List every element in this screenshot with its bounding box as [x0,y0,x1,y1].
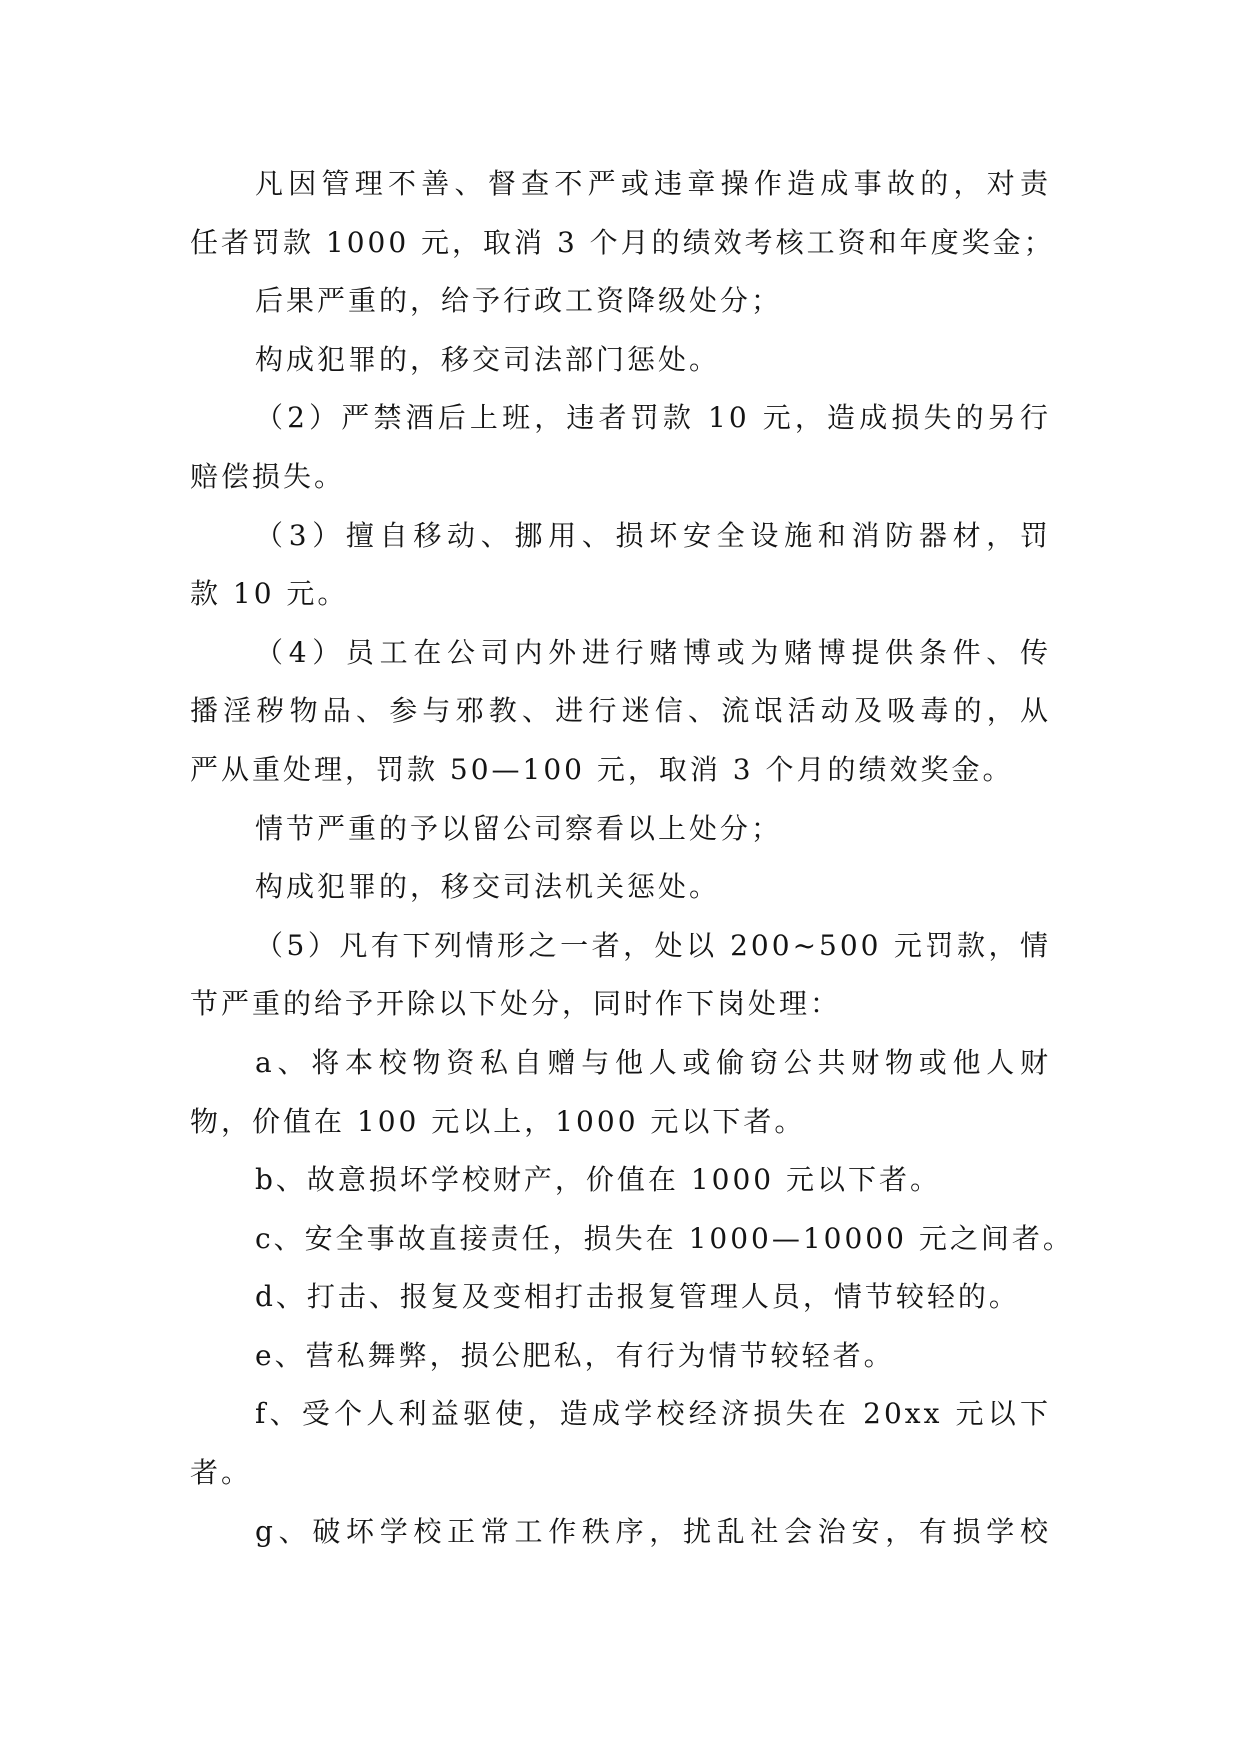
paragraph [190,389,1051,506]
paragraph-line: 播淫秽物品、参与邪教、进行迷信、流氓活动及吸毒的，从 [190,694,1051,728]
paragraph [190,155,1055,272]
paragraph-line: 物，价值在 100 元以上，1000 元以下者。 [190,1104,806,1138]
paragraph [190,624,1051,800]
paragraph-line: 款 10 元。 [190,577,349,611]
paragraph [190,1327,1051,1386]
document-page [190,155,1074,1561]
paragraph [190,1210,1074,1269]
paragraph-line: （4）员工在公司内外进行赌博或为赌博提供条件、传 [255,635,1051,669]
paragraph [190,1034,1051,1151]
paragraph-line: d、打击、报复及变相打击报复管理人员，情节较轻的。 [255,1280,1020,1314]
paragraph-line: 构成犯罪的，移交司法部门惩处。 [255,342,721,376]
paragraph [190,917,1051,1034]
paragraph-line: 情节严重的予以留公司察看以上处分； [255,811,783,845]
paragraph [190,858,1051,917]
paragraph-line: a、将本校物资私自赠与他人或偷窃公共财物或他人财 [255,1045,1051,1079]
paragraph-line: 任者罚款 1000 元，取消 3 个月的绩效考核工资和年度奖金； [190,225,1055,259]
paragraph-line: （3）擅自移动、挪用、损坏安全设施和消防器材，罚 [255,518,1051,552]
paragraph-line: （2）严禁酒后上班，违者罚款 10 元，造成损失的另行 [255,401,1051,435]
paragraph [190,1385,1051,1502]
paragraph-line: e、营私舞弊，损公肥私，有行为情节较轻者。 [255,1338,895,1372]
paragraph [190,331,1051,390]
paragraph [190,1268,1051,1327]
paragraph [190,800,1051,859]
paragraph [190,1151,1051,1210]
paragraph-line: g、破坏学校正常工作秩序，扰乱社会治安，有损学校 [255,1514,1051,1548]
paragraph-line: （5）凡有下列情形之一者，处以 200~500 元罚款，情 [255,928,1051,962]
paragraph-line: 节严重的给予开除以下处分，同时作下岗处理： [190,987,842,1021]
paragraph-line: c、安全事故直接责任，损失在 1000—10000 元之间者。 [255,1221,1074,1255]
paragraph-line: 赔偿损失。 [190,459,346,493]
paragraph-line: b、故意损坏学校财产，价值在 1000 元以下者。 [255,1163,941,1197]
paragraph [190,272,1051,331]
paragraph [190,507,1051,624]
paragraph-line: 者。 [190,1456,253,1490]
paragraph-line: 凡因管理不善、督查不严或违章操作造成事故的，对责 [255,167,1051,200]
paragraph-line: 严从重处理，罚款 50—100 元，取消 3 个月的绩效奖金。 [190,752,1014,786]
paragraph [190,1503,1051,1562]
paragraph-line: 构成犯罪的，移交司法机关惩处。 [255,870,721,904]
paragraph-line: 后果严重的，给予行政工资降级处分； [255,284,783,318]
paragraph-line: f、受个人利益驱使，造成学校经济损失在 20xx 元以下 [255,1397,1051,1431]
